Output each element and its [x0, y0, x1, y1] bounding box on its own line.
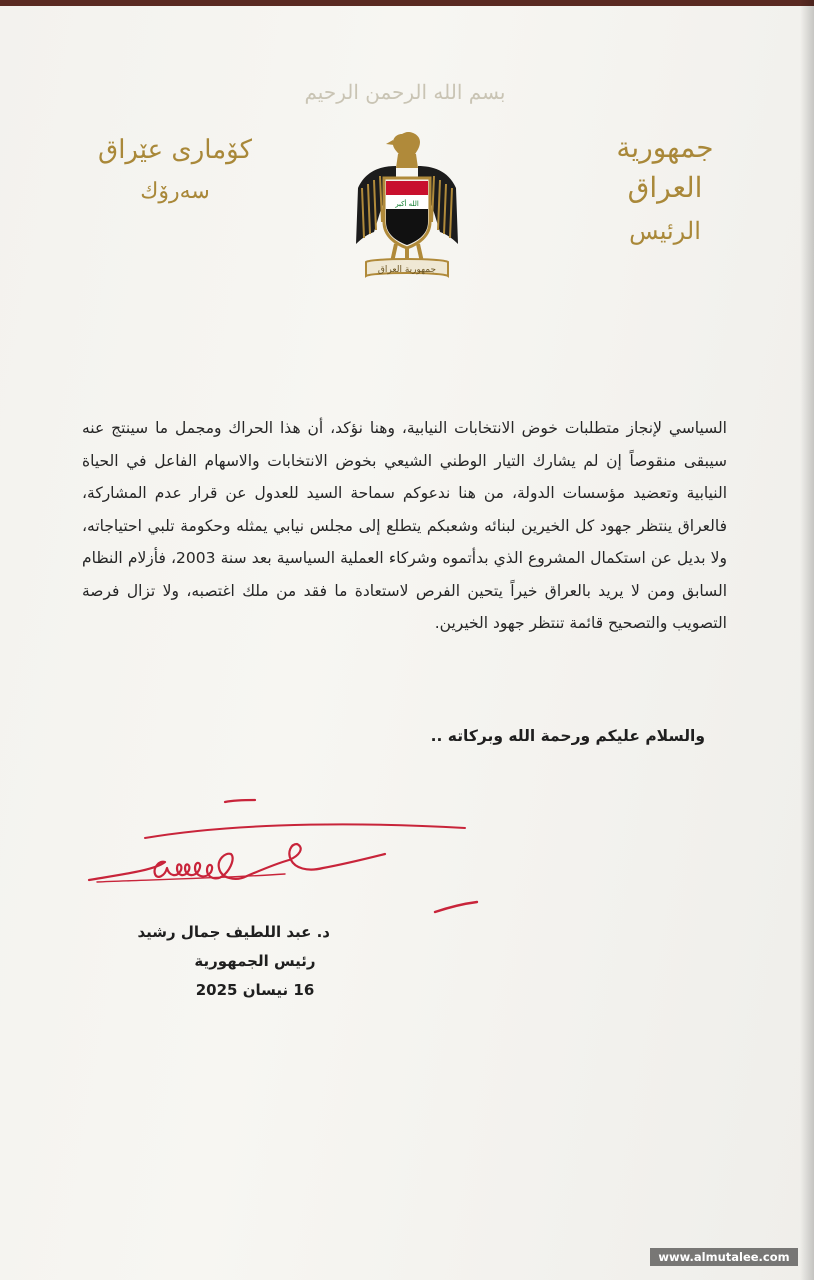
signatory-title: رئيس الجمهورية	[194, 952, 316, 970]
arabic-subtitle: الرئيس	[629, 217, 701, 245]
letter-body	[82, 412, 727, 640]
signatory-block	[137, 918, 330, 1005]
eagle-emblem-icon	[352, 126, 462, 286]
top-edge	[0, 0, 814, 6]
basmala: بسم الله الرحمن الرحيم	[304, 80, 506, 104]
kurdish-title: كۆماری عێراق	[98, 135, 252, 165]
closing-greeting: والسلام عليكم ورحمة الله وبركاته ..	[430, 727, 705, 745]
signatory-name: د. عبد اللطيف جمال رشيد	[137, 923, 330, 941]
source-watermark: www.almutalee.com	[650, 1248, 798, 1266]
emblem-flag-text: الله أكبر	[395, 200, 419, 208]
emblem-scroll-text: جمهورية العراق	[377, 265, 437, 275]
arabic-letterhead	[585, 128, 745, 254]
kurdish-letterhead	[75, 130, 275, 214]
arabic-title: جمهورية العراق	[616, 131, 714, 204]
page-edge-shadow	[800, 0, 814, 1280]
kurdish-subtitle: سەرۆك	[140, 179, 210, 204]
body-paragraph: السياسي لإنجاز متطلبات خوض الانتخابات النيابية، وهنا نؤكد، أن هذا الحراك ومجمل ما سينتج عنه سيبقى منقوصاً إن لم يشارك التيار الوطني الشيعي بخوض الانتخابات والاسهام الفاعل في الحياة النيابية وتعضيد مؤسسات الدولة، من هنا ندعوكم سماحة السيد للعدول عن قرار عدم المشاركة، فالعراق ينتظر جهود كل الخيرين لبنائه وشعبكم يتطلع إلى مجلس نيابي يمثله وحكومة تلبي احتياجاته، ولا بديل عن استكمال المشروع الذي بدأتموه وشركاء العملية السياسية بعد سنة 2003، فأزلام النظام السابق ومن لا يريد بالعراق خيراً يتحين الفرص لاستعادة ما فقد من ملك اغتصبه، ولا تزال فرصة التصويب والتصحيح قائمة تنتظر جهود الخيرين.	[82, 419, 727, 632]
signature-icon	[85, 790, 485, 920]
letter-date: 16 نيسان 2025	[195, 981, 315, 999]
